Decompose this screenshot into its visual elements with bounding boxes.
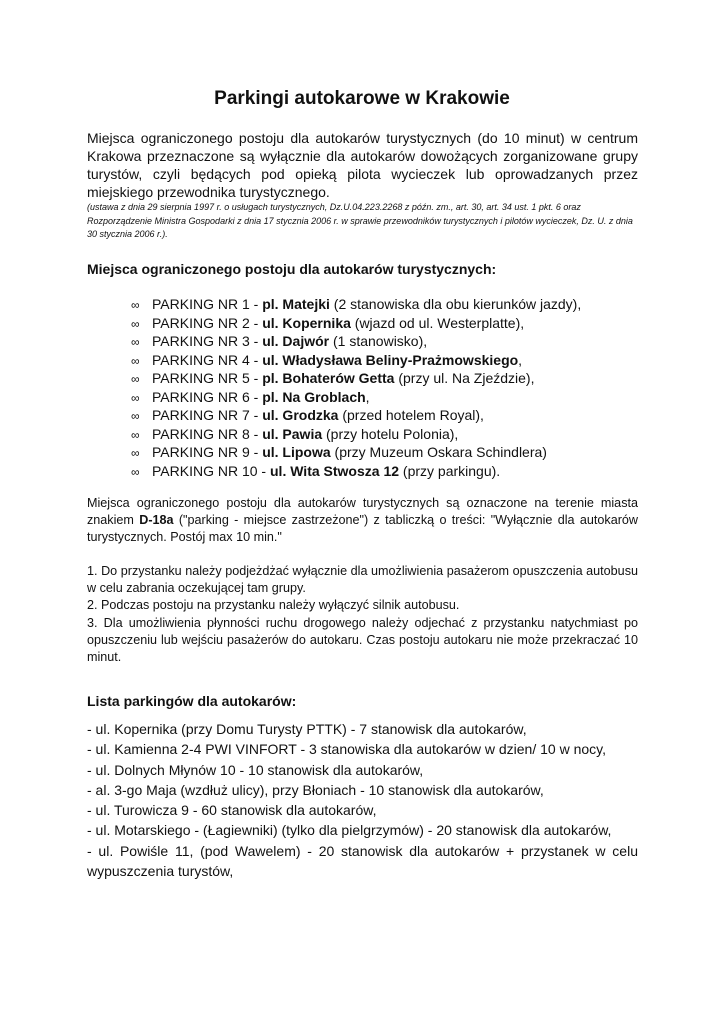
parking-list [131, 295, 581, 480]
parking-street: ul. Wita Stwosza 12 [270, 462, 400, 479]
parking-item: ∞ PARKING NR 7 - ul. Grodzka (przed hotelem Royal), [131, 406, 581, 425]
parking-item: ∞ PARKING NR 6 - pl. Na Groblach, [131, 388, 581, 407]
rule-item: 3. Dla umożliwienia płynności ruchu drogowego należy odjechać z przystanku natychmiast po opuszczeniu lub wejściu pasażerów do autokaru. Czas postoju autokaru nie może przekraczać 10 minut. [87, 615, 638, 665]
parking-item: ∞ PARKING NR 8 - ul. Pawia (przy hotelu Polonia), [131, 425, 581, 444]
parking-item: ∞ PARKING NR 1 - pl. Matejki (2 stanowiska dla obu kierunków jazdy), [131, 295, 581, 314]
page-title: Parkingi autokarowe w Krakowie [214, 88, 510, 109]
parking-street: ul. Lipowa [262, 444, 331, 460]
parking-street: ul. Władysława Beliny-Prażmowskiego [262, 351, 519, 368]
parking-street: pl. Matejki [262, 296, 330, 312]
legal-note: (ustawa z dnia 29 sierpnia 1997 r. o usługach turystycznych, Dz.U.04.223.2268 z późn. zm., art. 30, art. 34 ust. 1 pkt. 6 oraz Rozporządzenie Ministra Gospodarki z dnia 17 stycznia 2006 r. w sprawie przewodników turystycznych i pilotów wycieczek, Dz. U. z dnia 30 stycznia 2006 r.). [87, 202, 633, 239]
parking-street: ul. Kopernika [262, 314, 351, 331]
section-heading-restricted-stops: Miejsca ograniczonego postoju dla autokarów turystycznych: [87, 261, 497, 277]
parking-item: ∞ PARKING NR 10 - ul. Wita Stwosza 12 (przy parkingu). [131, 462, 581, 481]
infinity-bullet-icon: ∞ [131, 409, 140, 423]
infinity-bullet-icon: ∞ [131, 353, 140, 368]
infinity-bullet-icon: ∞ [131, 298, 140, 312]
parking-item: ∞ PARKING NR 4 - ul. Władysława Beliny-Prażmowskiego, [131, 351, 581, 370]
lot-item: - ul. Kopernika (przy Domu Turysty PTTK) - 7 stanowisk dla autokarów, [87, 721, 527, 737]
lot-item: - ul. Turowicza 9 - 60 stanowisk dla autokarów, [87, 802, 377, 819]
sign-code: D-18a [139, 513, 174, 528]
lot-item: - ul. Kamienna 2-4 PWI VINFORT - 3 stanowiska dla autokarów w dzien/ 10 w nocy, [87, 741, 606, 758]
parking-item: ∞ PARKING NR 2 - ul. Kopernika (wjazd od ul. Westerplatte), [131, 314, 581, 333]
parking-street: pl. Bohaterów Getta [262, 370, 395, 386]
rule-item: 1. Do przystanku należy podjeżdżać wyłącznie dla umożliwienia pasażerom opuszczenia autobusu w celu zabrania oczekującej tam grupy. [87, 564, 638, 596]
lot-item: - ul. Dolnych Młynów 10 - 10 stanowisk dla autokarów, [87, 761, 424, 778]
parking-street: ul. Pawia [262, 425, 323, 442]
sign-paragraph: Miejsca ograniczonego postoju dla autokarów turystycznych są oznaczone na terenie miasta znakiem D-18a ("parking - miejsce zastrzeżone") z tabliczką o treści: "Wyłącznie dla autokarów turystycznych. Postój max 10 min." [87, 496, 638, 545]
infinity-bullet-icon: ∞ [131, 446, 140, 460]
infinity-bullet-icon: ∞ [131, 427, 140, 442]
parking-street: ul. Dajwór [262, 333, 330, 349]
lot-item: - al. 3-go Maja (wzdłuż ulicy), przy Błoniach - 10 stanowisk dla autokarów, [87, 781, 544, 798]
infinity-bullet-icon: ∞ [131, 464, 140, 479]
rule-item: 2. Podczas postoju na przystanku należy wyłączyć silnik autobusu. [87, 598, 460, 613]
parking-item: ∞ PARKING NR 9 - ul. Lipowa (przy Muzeum Oskara Schindlera) [131, 443, 581, 462]
parking-street: ul. Grodzka [262, 407, 339, 423]
infinity-bullet-icon: ∞ [131, 390, 140, 405]
rules-block [87, 563, 638, 666]
infinity-bullet-icon: ∞ [131, 335, 140, 349]
section-heading-lots: Lista parkingów dla autokarów: [87, 693, 297, 709]
lots-list [87, 719, 638, 881]
parking-item: ∞ PARKING NR 5 - pl. Bohaterów Getta (przy ul. Na Zjeździe), [131, 369, 581, 388]
lot-item: - ul. Motarskiego - (Łagiewniki) (tylko dla pielgrzymów) - 20 stanowisk dla autokarów, [87, 822, 612, 839]
intro-paragraph: Miejsca ograniczonego postoju dla autokarów turystycznych (do 10 minut) w centrum Krakowa przeznaczone są wyłącznie dla autokarów dowożących zorganizowane grupy turystów, czyli będących pod opieką pilota wycieczek lub oprowadzanych przez miejskiego przewodnika turystycznego. [87, 130, 638, 200]
lot-item: - ul. Powiśle 11, (pod Wawelem) - 20 stanowisk dla autokarów + przystanek w celu wypuszczenia turystów, [87, 842, 638, 880]
parking-item: ∞ PARKING NR 3 - ul. Dajwór (1 stanowisko), [131, 332, 581, 351]
infinity-bullet-icon: ∞ [131, 316, 140, 331]
parking-street: pl. Na Groblach [262, 388, 366, 405]
infinity-bullet-icon: ∞ [131, 372, 140, 386]
